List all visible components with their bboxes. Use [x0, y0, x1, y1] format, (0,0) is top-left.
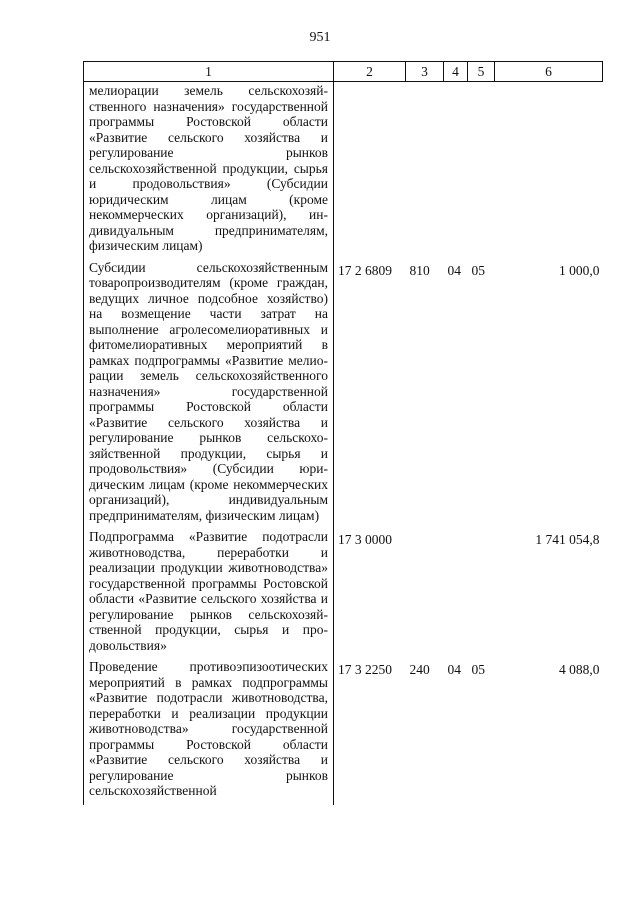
row-rz: 04	[447, 262, 461, 278]
row-amount	[495, 82, 603, 260]
row-vr: 240	[409, 662, 430, 677]
row-description: Подпрограмма «Развитие подотрасли животноводства, переработки и реализации продукции животноводства» государственной программы Ростовской области «Развитие сельского хозяйства и регулирование рынков сельскохозяйственной продукции, сырья и продовольствия»	[84, 529, 334, 659]
header-col-5: 5	[468, 62, 495, 82]
row-code	[334, 82, 406, 260]
row-code: 17 3 0000	[338, 532, 392, 547]
page-number: 951	[309, 30, 331, 45]
table-row	[84, 260, 603, 530]
row-rz	[444, 529, 468, 659]
row-description: Субсидии сельскохозяйственным товаропроизводителям (кроме граждан, ведущих личное подсобное хозяйство) на возмещение части затрат на выполнение агролесомелиоративных и фитомелиоративных мероприятий в рамках подпрограммы «Развитие мелиорации земель сельскохозяйственного назначения» государственной программы Ростовской области «Развитие сельского хозяйства и регулирование рынков сельскохозяйственной продукции, сырья и продовольствия» (Субсидии юридическим лицам (кроме некоммерческих организаций), индивидуальным предпринимателям, физическим лицам)	[84, 260, 334, 530]
row-vr	[406, 529, 444, 659]
row-rz	[444, 82, 468, 260]
row-description: Проведение противоэпизоотических мероприятий в рамках подпрограммы «Развитие подотрасли животноводства, переработки и реализации продукции животноводства» государственной программы Ростовской области «Развитие сельского хозяйства и регулирование рынков сельскохозяйственной	[84, 659, 334, 805]
header-row	[84, 62, 603, 82]
row-amount: 4 088,0	[559, 662, 600, 677]
table-row	[84, 659, 603, 805]
header-col-3: 3	[406, 62, 444, 82]
row-pr: 05	[471, 662, 485, 677]
row-pr	[468, 529, 495, 659]
row-amount: 1 741 054,8	[535, 532, 600, 547]
header-col-1: 1	[84, 62, 334, 82]
row-pr: 05	[471, 262, 485, 278]
header-col-6: 6	[495, 62, 603, 82]
row-code: 17 2 6809	[338, 262, 392, 278]
table-row	[84, 529, 603, 659]
row-amount: 1 000,0	[559, 262, 600, 278]
row-rz: 04	[447, 662, 461, 677]
header-col-2: 2	[334, 62, 406, 82]
table-row	[84, 82, 603, 260]
row-pr	[468, 82, 495, 260]
row-vr	[406, 82, 444, 260]
row-description: мелиорации земель сельскохозяйственного назначения» государственной программы Ростовской области «Развитие сельского хозяйства и регулирование рынков сельскохозяйственной продукции, сырья и продовольствия» (Субсидии юридическим лицам (кроме некоммерческих организаций), индивидуальным предпринимателям, физическим лицам)	[84, 82, 334, 260]
row-code: 17 3 2250	[338, 662, 392, 677]
header-col-4: 4	[444, 62, 468, 82]
row-vr: 810	[409, 262, 430, 278]
budget-table	[83, 61, 603, 805]
